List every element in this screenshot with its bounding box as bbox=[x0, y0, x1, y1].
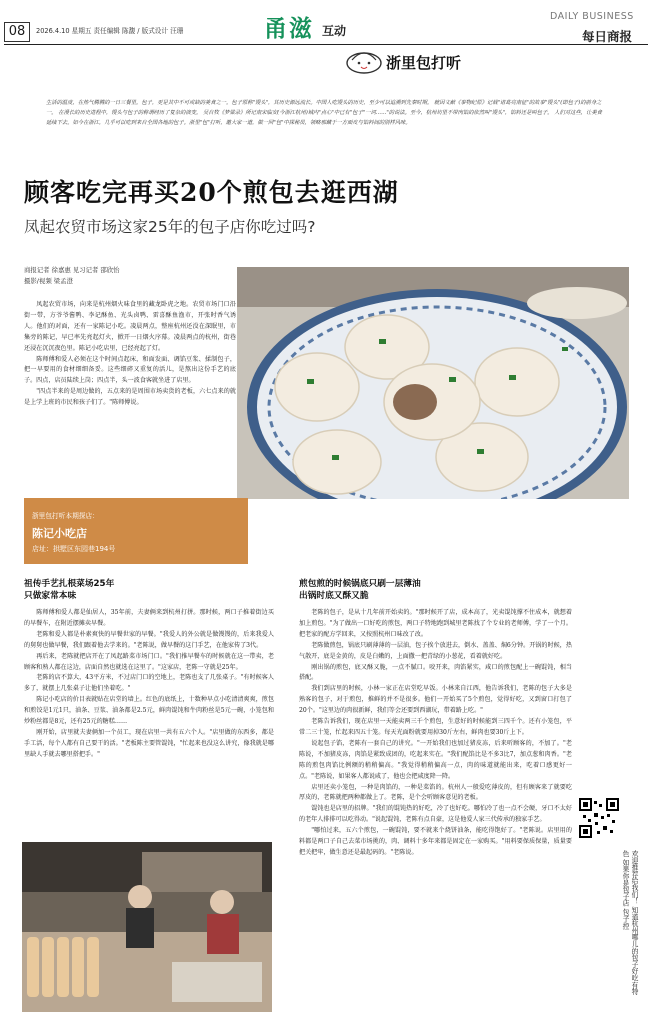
byline bbox=[24, 265, 120, 287]
qr-code-icon bbox=[579, 798, 619, 838]
shop-interior-photo bbox=[22, 842, 272, 1012]
paragraph: 老陈的店不算大，43平方米，不过店门口的空地上，老陈也支了几张桌子。"有时候客人多了，就摆上几张桌子让他们坐着吃。" bbox=[24, 674, 274, 693]
section-logo-sub: 互动 bbox=[322, 24, 347, 38]
store-name: 陈记小吃店 bbox=[32, 527, 87, 540]
paragraph: 我们到店里的时候，小林一家正在店堂吃早饭。小林来自江西，他告诉我们，老陈的包子大多是熟客的包子，对于煎包，推鲜的并不是很多。他们一开始买了5个煎包，觉得好吃，又到窗口打包了20个。"这里边的肉很新鲜，我们等会还要到西湖玩，带着路上吃。" bbox=[299, 685, 572, 715]
paragraph: 老陈的包子，是从十几年前开始卖的。"那时候开了店，成本高了，光卖馄饨撑不住成本，就想着加上煎包。"为了做出一口好吃的煎包，两口子特地跑到城里老陈找了个专业的老师傅，学了一个月。把老家的配方学回来，又按照杭州口味改了改。 bbox=[299, 609, 572, 638]
info-heading: 浙里包打听本期探店： bbox=[32, 512, 99, 520]
paragraph: 说起包子馅，老陈有一套自己的讲究。"一开始我们也加过猪皮冻，后来听顾客的，不加了。"老陈说，不加猪皮冻，肉馅是紧致成团的，吃起来实在。"我们配馅比是不多3比7，加点葱和肉香。"老陈的煎包肉馅比例额的稍稍偏高。"我觉得稍稍偏高一点，肉的味道就能出来，吃着口感更好一点。"老陈说，如果客人都说咸了，他也会把咸度降一降。 bbox=[299, 739, 572, 780]
section-heading-line: 煎包煎的时候锅底只刷一层薄油 bbox=[299, 579, 421, 589]
lead-paragraph: "四点半来的是周边做的，五点来的是周围市场卖货的老板，六七点来的就是上学上班的市民和孩子们了。"陈师傅说。 bbox=[24, 388, 236, 407]
paragraph: 再后来，老陈就把店开在了凤起路菜市场门口。"我们推早餐车的时候就在这一带卖，老顾客和熟人都在这边，店面自然也就选在这里了。"这家店，老陈一守就是25年。 bbox=[24, 652, 274, 671]
bun-icon bbox=[344, 44, 384, 74]
paragraph: 老陈告诉我们，现在店里一天能卖两三千个煎包，生意好的时候能到三四千个。还有小笼包，平常二三十笼，忙起来四五十笼。每天光面粉就要用掉30斤左右，鲜肉也要30斤上下。 bbox=[299, 718, 572, 736]
section-heading-line: 出锅时底又酥又脆 bbox=[299, 591, 369, 601]
issue-meta: 2026.4.10 星期五 责任编辑 陈馥 / 版式设计 汪珊 bbox=[36, 27, 184, 35]
lead-paragraph: 凤起农贸市场，向来是杭州烟火味食里的藏龙卧虎之地。农贸市场门口沿街一带，方爷爷酱鸭、李记酥鱼、光头卤鸭、雷喜酥鱼渔市，开张时香气诱人。他们的对面，还有一家陈记小吃。凌晨两点，整座杭州还没在深眠里，市集旁的陈记，早已率先亮起灯火，掀开一日烟火序幕。凌晨两点的杭州，街巷还浸在沉沉夜色里。陈记小吃店里，已经亮起了灯。 bbox=[24, 301, 236, 352]
article-subtitle: 凤起农贸市场这家25年的包子店你吃过吗? bbox=[24, 218, 316, 236]
paragraph: 老陈和爱人都是朴素爽快的早餐世家的早餐。"我爱人的外公就是做馒馒的，后来我爱人的舅舅也做早餐，我们跟着他去学来的。"老陈说，做早餐的这门手艺，在他家传了3代。 bbox=[24, 630, 274, 649]
paragraph: 陈记小吃店的价目表就贴在店堂的墙上。红色的底纸上，十数种早点小吃清清爽爽，煎包和煎饺是1元1只，油条、豆浆、油条都是2.5元，鲜肉馄饨和牛肉粉丝是5元一碗，小笼包和炒粉丝都是8元，还有25元的糖糕…… bbox=[24, 696, 274, 726]
article-title: 顾客吃完再买20个煎包去逛西湖 bbox=[24, 178, 399, 207]
paragraph: "哪怕过来，五六个煎包，一碗馄饨，要不就来个烧饼油条，能吃得饱好了。"老陈说。店里用的料都是两口子自己去菜市场挑的，肉、调料十多年来都是固定在一家购买。"用料要保质保量，质量要把关把牢，做生意还是最起码的。"老陈说。 bbox=[299, 827, 572, 856]
store-info-box bbox=[24, 498, 248, 564]
byline-photo: 摄影/视频 梁孟澄 bbox=[24, 277, 73, 285]
intro-paragraph: 生活的温度，在热气腾腾的一日三餐里。包子，更是其中不可或缺的美食之一。包子原称"馒头"，其历史源远流长。中国人吃馒头的历史，至少可以追溯到先秦时期。 就因文献《事物纪原》记载"诸葛亮南征"的故事"馒头"(即包子)的前身之一。 在漫长的历史进程中，馒头与包子的称谓经历了复杂的演变。 吴自牧《梦粱录》所记南宋临安(今浙江杭州)城内"点心"中已有"包子"一词……"的说法。至今，杭州坊里不带肉馅的依然叫"馒头"，馅料还是叫包子。 人们对这些，让美食延续下去。如今在浙江，几乎可以吃到来自全国各地的包子。浙里"包"打听，邀大家一道，做一回"包"中探秘员，领略那藏于一方面皮与馅料间的别样风味。 bbox=[46, 100, 602, 126]
store-address: 店址：拱墅区东园巷194号 bbox=[32, 545, 116, 553]
lead-text bbox=[24, 300, 236, 409]
section-a-text bbox=[24, 608, 274, 761]
page-number: 08 bbox=[4, 22, 30, 42]
recommend-note: 欢迎推荐给我们！ 知道杭州哪儿的包子好吃有特色 如果你是包子店 包子控 bbox=[621, 850, 638, 995]
paragraph: 刚出锅的煎包，底又酥又脆，一点不腻口。咬开来，肉馅紧实，咸口的煎包配上一碗馄饨，相当搭配。 bbox=[299, 663, 572, 682]
section-heading-line: 只做家常本味 bbox=[24, 591, 77, 601]
masthead-en: DAILY BUSINESS bbox=[550, 11, 634, 22]
column-title: 浙里包打听 bbox=[386, 54, 462, 72]
paragraph: 老陈做煎包，锅底只刷薄薄的一层油，包子挨个放进去，倒水、盖盖、焖6分钟。开锅的时候，热气散开，底是金黄的，皮是白嫩的，上面撒一把青绿的小葱花，看着就好吃。 bbox=[299, 641, 572, 660]
paragraph: 陈师傅和爱人都是仙居人，35年前，夫妻俩来到杭州打拼。那时候，两口子推着街边买的早餐车，在附近摆摊卖早餐。 bbox=[24, 609, 274, 627]
paragraph: 刚开始，店里就夫妻俩加一个员工，现在店里一共有五六个人。"店里做的东西多，都是手工活，每个人都有自己要干的活。"老板陈主要管馄饨，"忙起来也没这么讲究，像我就是哪里缺人手就去哪里搭把手。" bbox=[24, 728, 274, 758]
section-logo: 甬滋 bbox=[264, 15, 314, 42]
masthead-cn: 每日商报 bbox=[582, 29, 633, 44]
section-b-text bbox=[299, 608, 572, 859]
section-heading bbox=[24, 578, 114, 602]
section-heading bbox=[299, 578, 421, 602]
header-rule bbox=[4, 44, 648, 45]
section-heading-line: 祖传手艺扎根菜场25年 bbox=[24, 579, 115, 589]
lead-paragraph: 陈师傅和爱人必须在这个时间点起床，和面发面、调馅豆浆、揉制包子，把一早要用的食材细细备妥。这些细碎又重复的活儿，是熬出这份手艺的底子。四点，店员陆续上岗；四点半，头一波食客就坐进了店里。 bbox=[24, 355, 236, 385]
paragraph: 店里还卖小笼包，一种是肉馅的，一种是菜馅的。杭州人一般爱吃薄皮的，但有顾客来了就要吃厚皮的，老陈就把两种都做上了。老陈，是个会听顾客意见的老板。 bbox=[299, 783, 572, 802]
byline-reporters: 商报记者 徐嘉惠 见习记者 邵欣怡 bbox=[24, 266, 120, 274]
buns-photo bbox=[237, 267, 629, 499]
paragraph: 馄饨也是店里的招牌。"我们的馄饨热的好吃，冷了也好吃。哪怕冷了也一点不会硬，牙口不太好的老年人排排可以吃得动。"说起馄饨，老陈有点自豪，这是他爱人家三代传承的独家手艺。 bbox=[299, 805, 572, 824]
